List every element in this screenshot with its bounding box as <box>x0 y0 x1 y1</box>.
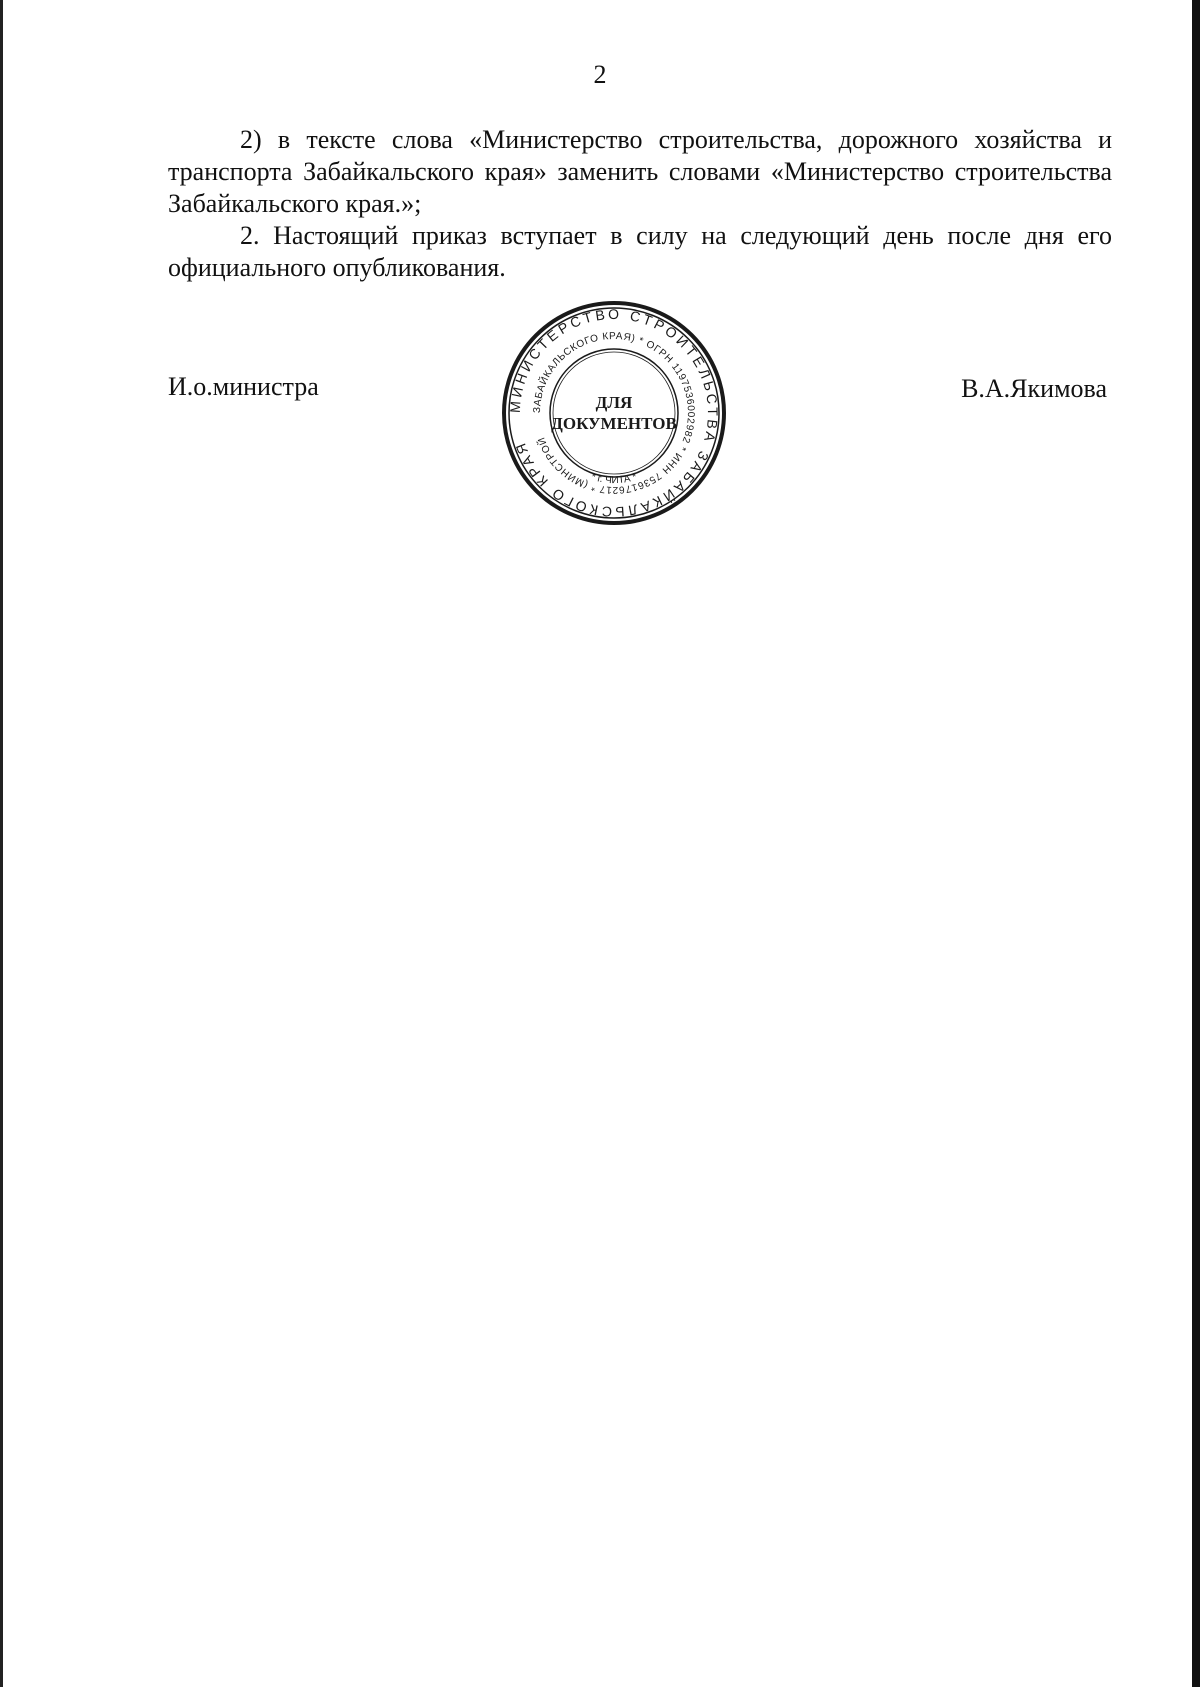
document-body <box>168 124 1112 284</box>
seal-inner-ring-line <box>553 352 675 474</box>
seal-inner-ring <box>550 349 678 477</box>
scan-edge-right <box>1192 0 1200 1687</box>
seal-graphic <box>499 298 729 528</box>
signatory-name: В.А.Якимова <box>961 374 1107 403</box>
seal-inner-text: ЗАБАЙКАЛЬСКОГО КРАЯ) * ОГРН 1197536002982 * ИНН 7536176217 * (МИНСТРОЙ <box>531 330 697 496</box>
page-number: 2 <box>593 60 607 89</box>
seal-city-text: * г. ЧИТА * <box>589 471 639 487</box>
paragraph-amendment: 2) в тексте слова «Министерство строительства, дорожного хозяйства и транспорта Забайкальского края» заменить словами «Министерство строительства Забайкальского края.»; <box>168 125 1112 218</box>
scan-edge-left <box>0 0 3 1687</box>
official-seal <box>499 298 729 528</box>
signature-position-label: И.о.министра <box>168 372 319 401</box>
seal-center-line-1: ДЛЯ <box>595 393 633 412</box>
seal-outer-text: МИНИСТЕРСТВО СТРОИТЕЛЬСТВА ЗАБАЙКАЛЬСКОГО КРАЯ <box>506 305 722 521</box>
seal-center-line-2: ДОКУМЕНТОВ <box>551 414 677 433</box>
paragraph-effective-date: 2. Настоящий приказ вступает в силу на следующий день после дня его официального опубликования. <box>168 221 1112 282</box>
